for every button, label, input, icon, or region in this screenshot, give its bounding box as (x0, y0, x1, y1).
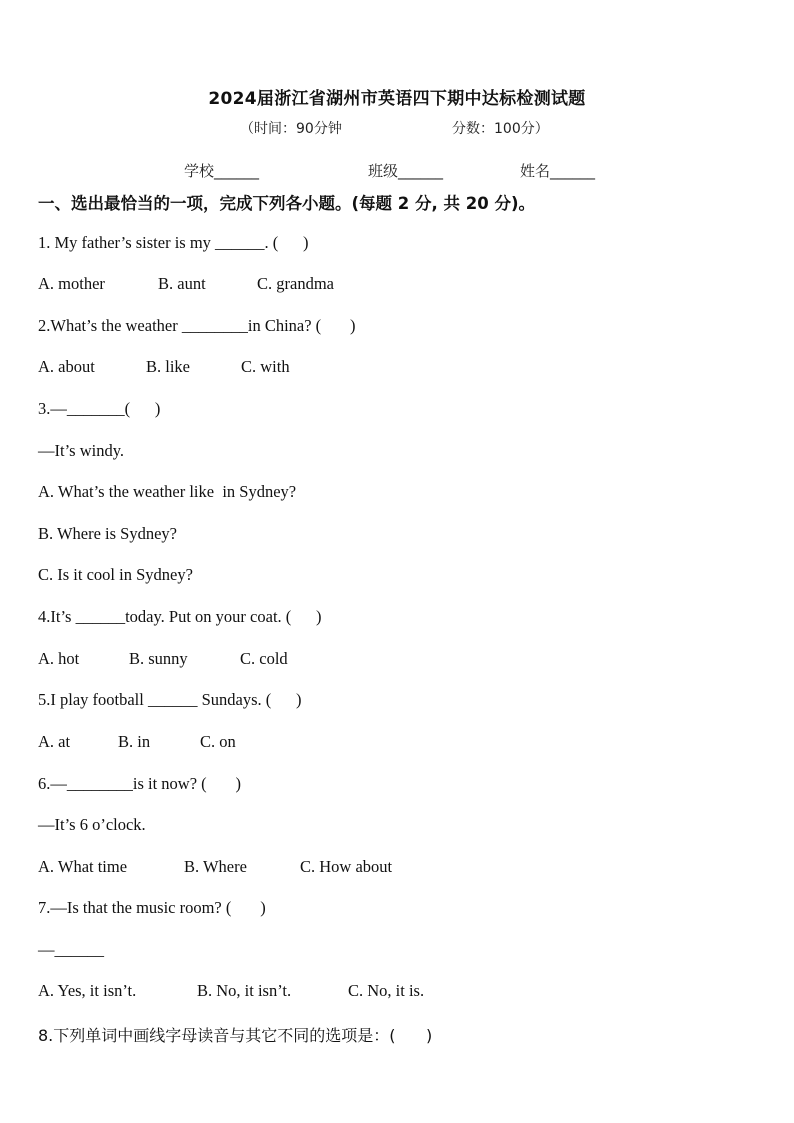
option-a: A. mother (38, 274, 105, 293)
option-a: A. about (38, 357, 95, 376)
question-1-options (38, 274, 334, 294)
option-a: A. hot (38, 649, 80, 668)
exam-title: 2024届浙江省湖州市英语四下期中达标检测试题 (208, 89, 586, 109)
question-3-stem: 3.—_______( ) (38, 399, 161, 418)
option-c: C. with (241, 357, 290, 376)
question-6-stem: 6.—________is it now? ( ) (38, 774, 242, 793)
question-4-options (38, 649, 288, 669)
question-1-stem: 1. My father’s sister is my ______. ( ) (38, 233, 309, 252)
question-7-answer-line: —______ (38, 940, 104, 959)
question-5-options (38, 732, 236, 752)
section-heading: 一、选出最恰当的一项，完成下列各小题。(每题 2 分, 共 20 分)。 (38, 194, 536, 213)
exam-score: 分数：100分） (452, 121, 549, 137)
question-2-stem: 2.What’s the weather ________in China? ( ) (38, 316, 356, 335)
option-b: B. like (146, 357, 190, 376)
option-a: A. What’s the weather like in Sydney? (38, 482, 297, 501)
question-5-stem: 5.I play football ______ Sundays. ( ) (38, 690, 302, 709)
option-a: A. at (38, 732, 71, 751)
option-b: B. in (118, 732, 151, 751)
option-b: B. Where (184, 857, 247, 876)
name-field: 姓名______ (520, 162, 596, 180)
option-b: B. No, it isn’t. (197, 981, 292, 1000)
question-4-stem: 4.It’s ______today. Put on your coat. ( ) (38, 607, 322, 626)
option-c: C. grandma (257, 274, 334, 293)
option-b: B. aunt (158, 274, 206, 293)
question-2-options (38, 357, 290, 377)
exam-time: （时间：90分钟 (240, 121, 342, 137)
option-c: C. How about (300, 857, 393, 876)
option-b: B. Where is Sydney? (38, 524, 178, 543)
option-b: B. sunny (129, 649, 188, 668)
option-c: C. No, it is. (348, 981, 425, 1000)
question-8-stem: 8.下列单词中画线字母读音与其它不同的选项是：( ) (38, 1026, 433, 1045)
question-7-options (38, 981, 424, 1001)
question-6-answer-line: —It’s 6 o’clock. (38, 815, 146, 834)
option-c: C. cold (240, 649, 288, 668)
option-c: C. on (200, 732, 236, 751)
option-c: C. Is it cool in Sydney? (38, 565, 193, 584)
question-6-options (38, 857, 392, 877)
question-7-stem: 7.—Is that the music room? ( ) (38, 898, 266, 917)
option-a: A. Yes, it isn’t. (38, 981, 137, 1000)
class-field: 班级______ (368, 162, 444, 180)
question-3-answer-line: —It’s windy. (38, 441, 125, 460)
school-field: 学校______ (184, 162, 260, 180)
option-a: A. What time (38, 857, 128, 876)
